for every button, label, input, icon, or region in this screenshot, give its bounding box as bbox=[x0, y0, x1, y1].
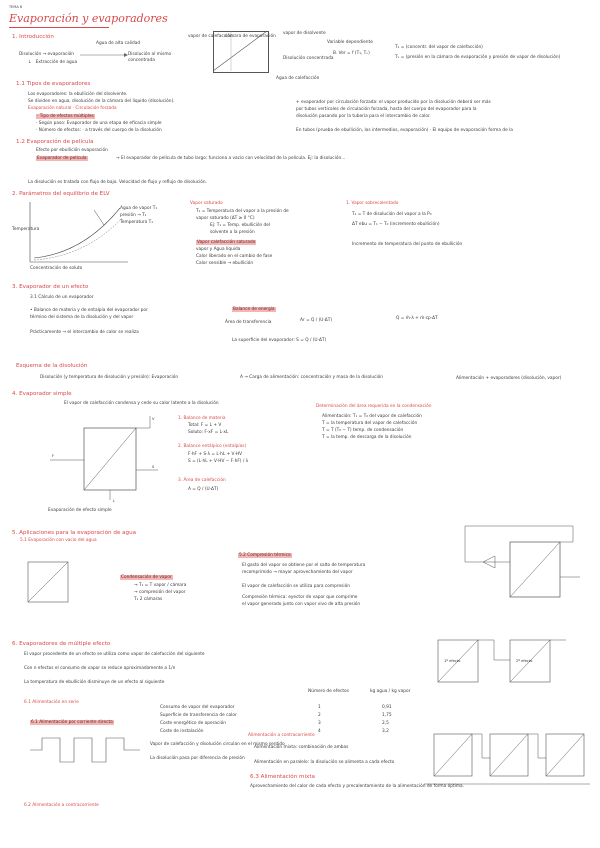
equation: B. Ver = f (T₁, Tᵥ) bbox=[333, 51, 370, 56]
equation: F·hF + S·λ = L·hL + V·HV bbox=[188, 452, 243, 457]
highlight: · Tipo de efectos múltiples bbox=[37, 114, 94, 119]
diagram-label: Agua de calefacción bbox=[276, 76, 320, 81]
text-line: El vapor de calefacción se utiliza para compresión bbox=[242, 584, 350, 589]
text-line: → compresión del vapor bbox=[134, 590, 186, 595]
text-line: 1. Vapor sobrecalentado bbox=[346, 201, 399, 206]
section-heading: Esquema de la disolución bbox=[16, 363, 88, 369]
text-line: La disolución es tratada con flujo de bajo. Velocidad de flujo y reflujo de disolución. bbox=[28, 180, 208, 185]
text-line: recomprimido → mayor aprovechamiento del vapor bbox=[242, 570, 353, 575]
series-feed-diagram bbox=[30, 732, 142, 772]
text-line: La temperatura de ebullición disminuye de un efecto al siguiente bbox=[24, 680, 165, 685]
table-header: Número de efectos bbox=[308, 689, 349, 694]
text-line: Aprovechamiento del calor de cada efecto y precalentamiento de la alimentación de forma óptima. bbox=[250, 784, 465, 789]
temperature-concentration-chart bbox=[24, 200, 134, 270]
text-line: Incremento de temperatura del punto de ebullición bbox=[352, 242, 463, 247]
highlight: Vapor calefacción saturado bbox=[197, 240, 256, 245]
text-line: → T₁ = T vapor / cámara bbox=[134, 583, 187, 588]
text-line: Tᵥ = (presión en la cámara de evaporación y presión de vapor de disolución) bbox=[395, 55, 561, 60]
text-line: A → Carga de alimentación: concentración y masa de la disolución bbox=[240, 375, 383, 380]
table-cell: 0,91 bbox=[382, 705, 392, 710]
text-line: Evaporación natural · Circulación forzada bbox=[28, 106, 117, 111]
text-line: Agua de alta calidad bbox=[96, 41, 141, 46]
text-line: Área de transferencia bbox=[225, 320, 272, 325]
text-line: Calor liberado en el cambio de fase bbox=[196, 254, 273, 259]
text-line: solvente a la presión bbox=[210, 230, 255, 235]
text-line: Determinación del área requerida en la condensación bbox=[316, 404, 432, 409]
table-cell: 1,75 bbox=[382, 713, 392, 718]
text-line: El vapor procedente de un efecto se utiliza como vapor de calefacción del siguiente bbox=[24, 652, 205, 657]
legend: presión → T₁ bbox=[120, 213, 147, 218]
section-heading: 6. Evaporadores de múltiple efecto bbox=[12, 641, 111, 647]
text-line: Alimentación en paralelo: la disolución se alimenta a cada efecto bbox=[254, 760, 395, 765]
text-line: Vapor saturado bbox=[190, 201, 223, 206]
table-cell: 4 bbox=[318, 729, 321, 734]
legend: Temperatura T₁ bbox=[120, 220, 154, 225]
text-line: Alimentación mixta: combinación de ambas bbox=[254, 745, 349, 750]
text-line: Variable dependiente bbox=[327, 40, 373, 45]
process-arrow bbox=[80, 50, 130, 60]
text-line: Alimentación a contracorriente bbox=[248, 733, 315, 738]
text-line: vapor saturado (ΔT ≥ 0 °C) bbox=[196, 216, 255, 221]
text-line: Los evaporadores: la ebullición del disolvente. bbox=[28, 92, 128, 97]
table-row-label: Coste de instalación bbox=[160, 729, 204, 734]
text-line: T = la temperatura del vapor de calefacción bbox=[322, 421, 418, 426]
text-line: T₁ = T de disolución del vapor a la P₀ bbox=[352, 212, 432, 217]
text-line: Disolución al mismo bbox=[128, 52, 172, 57]
text-line: · Número de efectos: · a través del cuerpo de la disolución bbox=[36, 128, 162, 133]
text-line: • Balance de materia y de entalpía del evaporador por bbox=[30, 308, 148, 313]
section-heading: 6.3 Alimentación mixta bbox=[250, 774, 315, 780]
highlight: Condensación de vapor bbox=[121, 575, 172, 580]
table-header: kg agua / kg vapor bbox=[370, 689, 411, 694]
section-heading: 1. Introducción bbox=[12, 34, 54, 40]
page-title: Evaporación y evaporadores bbox=[9, 12, 168, 25]
text-line: El gasto del vapor se obtiene por el salto de temperatura bbox=[242, 563, 366, 568]
text-line: 6.2 Alimentación a contracorriente bbox=[24, 803, 99, 808]
text-line: disolución pasando por la tubería para el intercambio de calor. bbox=[296, 114, 431, 119]
table-cell: 2,5 bbox=[382, 721, 389, 726]
diagram-label: cámara de evaporación bbox=[225, 34, 276, 39]
legend: Agua de vapor T₁ bbox=[120, 206, 158, 211]
diagram-letter: F bbox=[52, 454, 55, 458]
section-heading: 2. Parámetros del equilibrio de ELV bbox=[12, 191, 110, 197]
section-heading: 4. Evaporador simple bbox=[12, 391, 72, 397]
equation: Soluto: F·xF = L·xL bbox=[188, 430, 229, 435]
text-line: + evaporador por circulación forzada: el vapor producido por la disolución deberá ser más bbox=[296, 100, 491, 105]
two-effect-diagram bbox=[426, 632, 594, 692]
text-line: Disolución → evaporación bbox=[19, 52, 75, 57]
diagram-letter: S bbox=[152, 465, 155, 469]
diagram-label: 1º efecto bbox=[444, 659, 461, 663]
text-line: 6.1 Alimentación en serie bbox=[24, 700, 79, 705]
section-heading: 3. Evaporador de un efecto bbox=[12, 284, 89, 290]
text-line: T = T (T₀ − T) temp. de condensación bbox=[322, 428, 404, 433]
section-heading: 5. Aplicaciones para la evaporación de agua bbox=[12, 530, 137, 536]
table-cell: 3 bbox=[318, 721, 321, 726]
text-line: La superficie del evaporador: S = Q / (U·ΔT) bbox=[232, 338, 327, 343]
equation: Total: F = L + V bbox=[188, 423, 222, 428]
text-line: concentrada bbox=[128, 58, 155, 63]
text-line: Con n efectos el consumo de vapor se reduce aproximadamente a 1/n bbox=[24, 666, 176, 671]
diagram-label: vapor de disolvente bbox=[283, 31, 326, 36]
axis-label: Concentración de soluto bbox=[30, 266, 83, 271]
highlight: 5.2 Compresión térmica bbox=[239, 553, 291, 558]
text-line: Prácticamente → el intercambio de calor se realiza bbox=[30, 330, 139, 335]
vacuum-diagram bbox=[18, 556, 88, 611]
table-cell: 3,2 bbox=[382, 729, 389, 734]
text-line: Disolución (y temperatura de disolución y presión): Evaporación bbox=[40, 375, 179, 380]
diagram-label: 2º efecto bbox=[516, 659, 533, 663]
highlight: 6.1 Alimentación por corriente directa bbox=[31, 720, 113, 725]
section-heading: 1.2 Evaporación de película bbox=[16, 139, 94, 145]
text-line: T₁ = (concentr. del vapor de calefacción) bbox=[395, 45, 483, 50]
equation: A = Q / (U·ΔT) bbox=[188, 487, 219, 492]
table-row-label: Superficie de transferencia de calor bbox=[160, 713, 237, 718]
three-effect-diagram bbox=[424, 728, 594, 790]
text-line: T₁ 2 cámaras bbox=[134, 597, 163, 602]
diagram-label: vapor de calefacción bbox=[188, 34, 233, 39]
text-line: Se dividen en agua, disolución de la cámara del líquido (disolución). bbox=[28, 99, 175, 104]
text-line: término del sistema de la disolución y del vapor bbox=[30, 315, 134, 320]
text-line: · Según paso: Evaporador de una etapa de eficacia simple bbox=[36, 121, 162, 126]
table-row-label: Consumo de vapor del evaporador bbox=[160, 705, 235, 710]
text-line: Calor sensible → ebullición bbox=[196, 261, 254, 266]
thermocompression-diagram bbox=[455, 522, 590, 607]
text-line: El vapor de calefacción condensa y cede su calor latente a la disolución bbox=[64, 401, 219, 406]
figure-caption: Evaporación de efecto simple bbox=[48, 508, 112, 513]
text-line: La disolución pasa por diferencia de presión bbox=[150, 756, 245, 761]
highlight: Balance de energía bbox=[233, 307, 275, 312]
table-cell: 2 bbox=[318, 713, 321, 718]
text-line: ↓ Extracción de agua bbox=[28, 60, 78, 65]
text-line: T = la temp. de descarga de la disolución bbox=[322, 435, 412, 440]
axis-label: Temperatura bbox=[12, 227, 40, 232]
text-line: En tubos (prueba de ebullición, los intermedios, evaporación) · El equipo de evaporación forma de la bbox=[296, 128, 513, 133]
highlight: Evaporador de película bbox=[37, 156, 87, 161]
text-line: Vapor de calefacción y disolución circulan en el mismo sentido bbox=[150, 742, 285, 747]
equation: S = (L·hL + V·HV − F·hF) / λ bbox=[188, 459, 249, 464]
table-cell: 1 bbox=[318, 705, 321, 710]
text-line: Compresión térmica: eyector de vapor que comprime bbox=[242, 595, 358, 600]
topic-label: TEMA 6 bbox=[9, 5, 23, 9]
text-line: Ej: T₁ = Temp. ebullición del bbox=[210, 223, 271, 228]
text-line: 2. Balance entálpico (entalpías) bbox=[178, 444, 247, 449]
text-line: 5.1 Evaporación con vacío del agua bbox=[20, 538, 97, 543]
equation: Q = ṁ·λ + ṁ·cp·ΔT bbox=[396, 316, 438, 321]
text-line: T₁ = Temperatura del vapor a la presión de bbox=[196, 209, 289, 214]
equation: Ar = Q / (U·ΔT) bbox=[300, 318, 333, 323]
diagram-letter: V bbox=[152, 417, 155, 421]
text-line: Alimentación + evaporadores (disolución, vapor) bbox=[456, 376, 562, 381]
section-heading: 1.1 Tipos de evaporadores bbox=[16, 81, 91, 87]
text-line: por tubos verticales de circulación forzada, hasta del cuerpo del evaporador para la bbox=[296, 107, 477, 112]
single-effect-diagram bbox=[40, 410, 170, 505]
text-line: → El evaporador de película de tubo largo: funciona a vacío con velocidad de la película. Ej: la disolución... bbox=[116, 156, 346, 161]
text-line: ΔT ebu = T₁ − T₀ (incremento ebullición) bbox=[352, 222, 440, 227]
text-line: vapor y Agua líquida bbox=[196, 247, 241, 252]
table-row-label: Coste energético de operación bbox=[160, 721, 226, 726]
diagram-label: Disolución concentrada bbox=[283, 56, 334, 61]
text-line: Alimentación: T₁ = T₀ del vapor de calefacción bbox=[322, 414, 422, 419]
text-line: 3. Área de calefacción bbox=[178, 478, 226, 483]
diagram-letter: L bbox=[113, 499, 116, 503]
text-line: el vapor generado junto con vapor vivo de alta presión bbox=[242, 602, 361, 607]
title-underline bbox=[9, 27, 109, 28]
text-line: 3.1 Cálculo de un evaporador bbox=[30, 295, 94, 300]
text-line: Efecto por ebullición evaporación bbox=[36, 148, 108, 153]
text-line: 1. Balance de materia bbox=[178, 416, 226, 421]
